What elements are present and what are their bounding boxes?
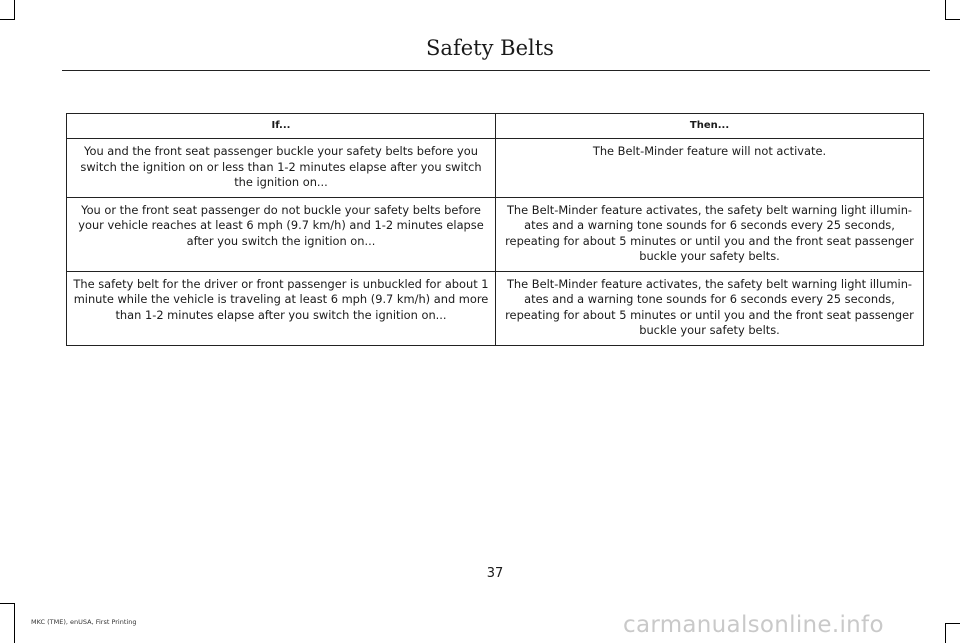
site-watermark: carmanualsonline.info <box>623 612 884 638</box>
edition-footer: MKC (TME), enUSA, First Printing <box>31 618 137 626</box>
page-title: Safety Belts <box>426 36 554 60</box>
crop-mark-top-left <box>14 0 15 20</box>
condition-cell: You and the front seat passenger buckle your safety belts before you switch the ignition on or less than 1-2 minutes elapse after you switch the ignition on... <box>67 139 496 198</box>
crop-mark-bottom-right-h <box>946 623 960 624</box>
result-cell: The Belt-Minder feature activates, the safety belt warning light illumin-ates and a warning tone sounds for 6 seconds every 25 seconds, repeating for about 5 minutes or until you and the front seat passenger buckle your safety belts. <box>496 271 924 345</box>
crop-mark-bottom-left-h <box>0 603 14 604</box>
page-number: 37 <box>486 566 504 581</box>
result-cell: The Belt-Minder feature will not activate. <box>496 139 924 198</box>
table-header-row <box>67 114 924 139</box>
condition-cell: You or the front seat passenger do not buckle your safety belts before your vehicle reaches at least 6 mph (9.7 km/h) and 1-2 minutes elapse after you switch the ignition on... <box>67 197 496 271</box>
table-row <box>67 197 924 271</box>
table-row <box>67 139 924 198</box>
result-cell: The Belt-Minder feature activates, the safety belt warning light illumin-ates and a warning tone sounds for 6 seconds every 25 seconds, repeating for about 5 minutes or until you and the front seat passenger buckle your safety belts. <box>496 197 924 271</box>
crop-mark-bottom-right <box>945 623 946 643</box>
column-header-then: Then... <box>496 114 924 139</box>
column-header-if: If... <box>67 114 496 139</box>
condition-cell: The safety belt for the driver or front passenger is unbuckled for about 1 minute while the vehicle is traveling at least 6 mph (9.7 km/h) and more than 1-2 minutes elapse after you switch the ignition on... <box>67 271 496 345</box>
belt-minder-table <box>66 113 924 346</box>
crop-mark-top-right <box>945 0 946 20</box>
crop-mark-top-left-h <box>0 19 14 20</box>
title-divider <box>62 70 930 71</box>
crop-mark-bottom-left <box>14 603 15 643</box>
table-row <box>67 271 924 345</box>
crop-mark-top-right-h <box>946 19 960 20</box>
